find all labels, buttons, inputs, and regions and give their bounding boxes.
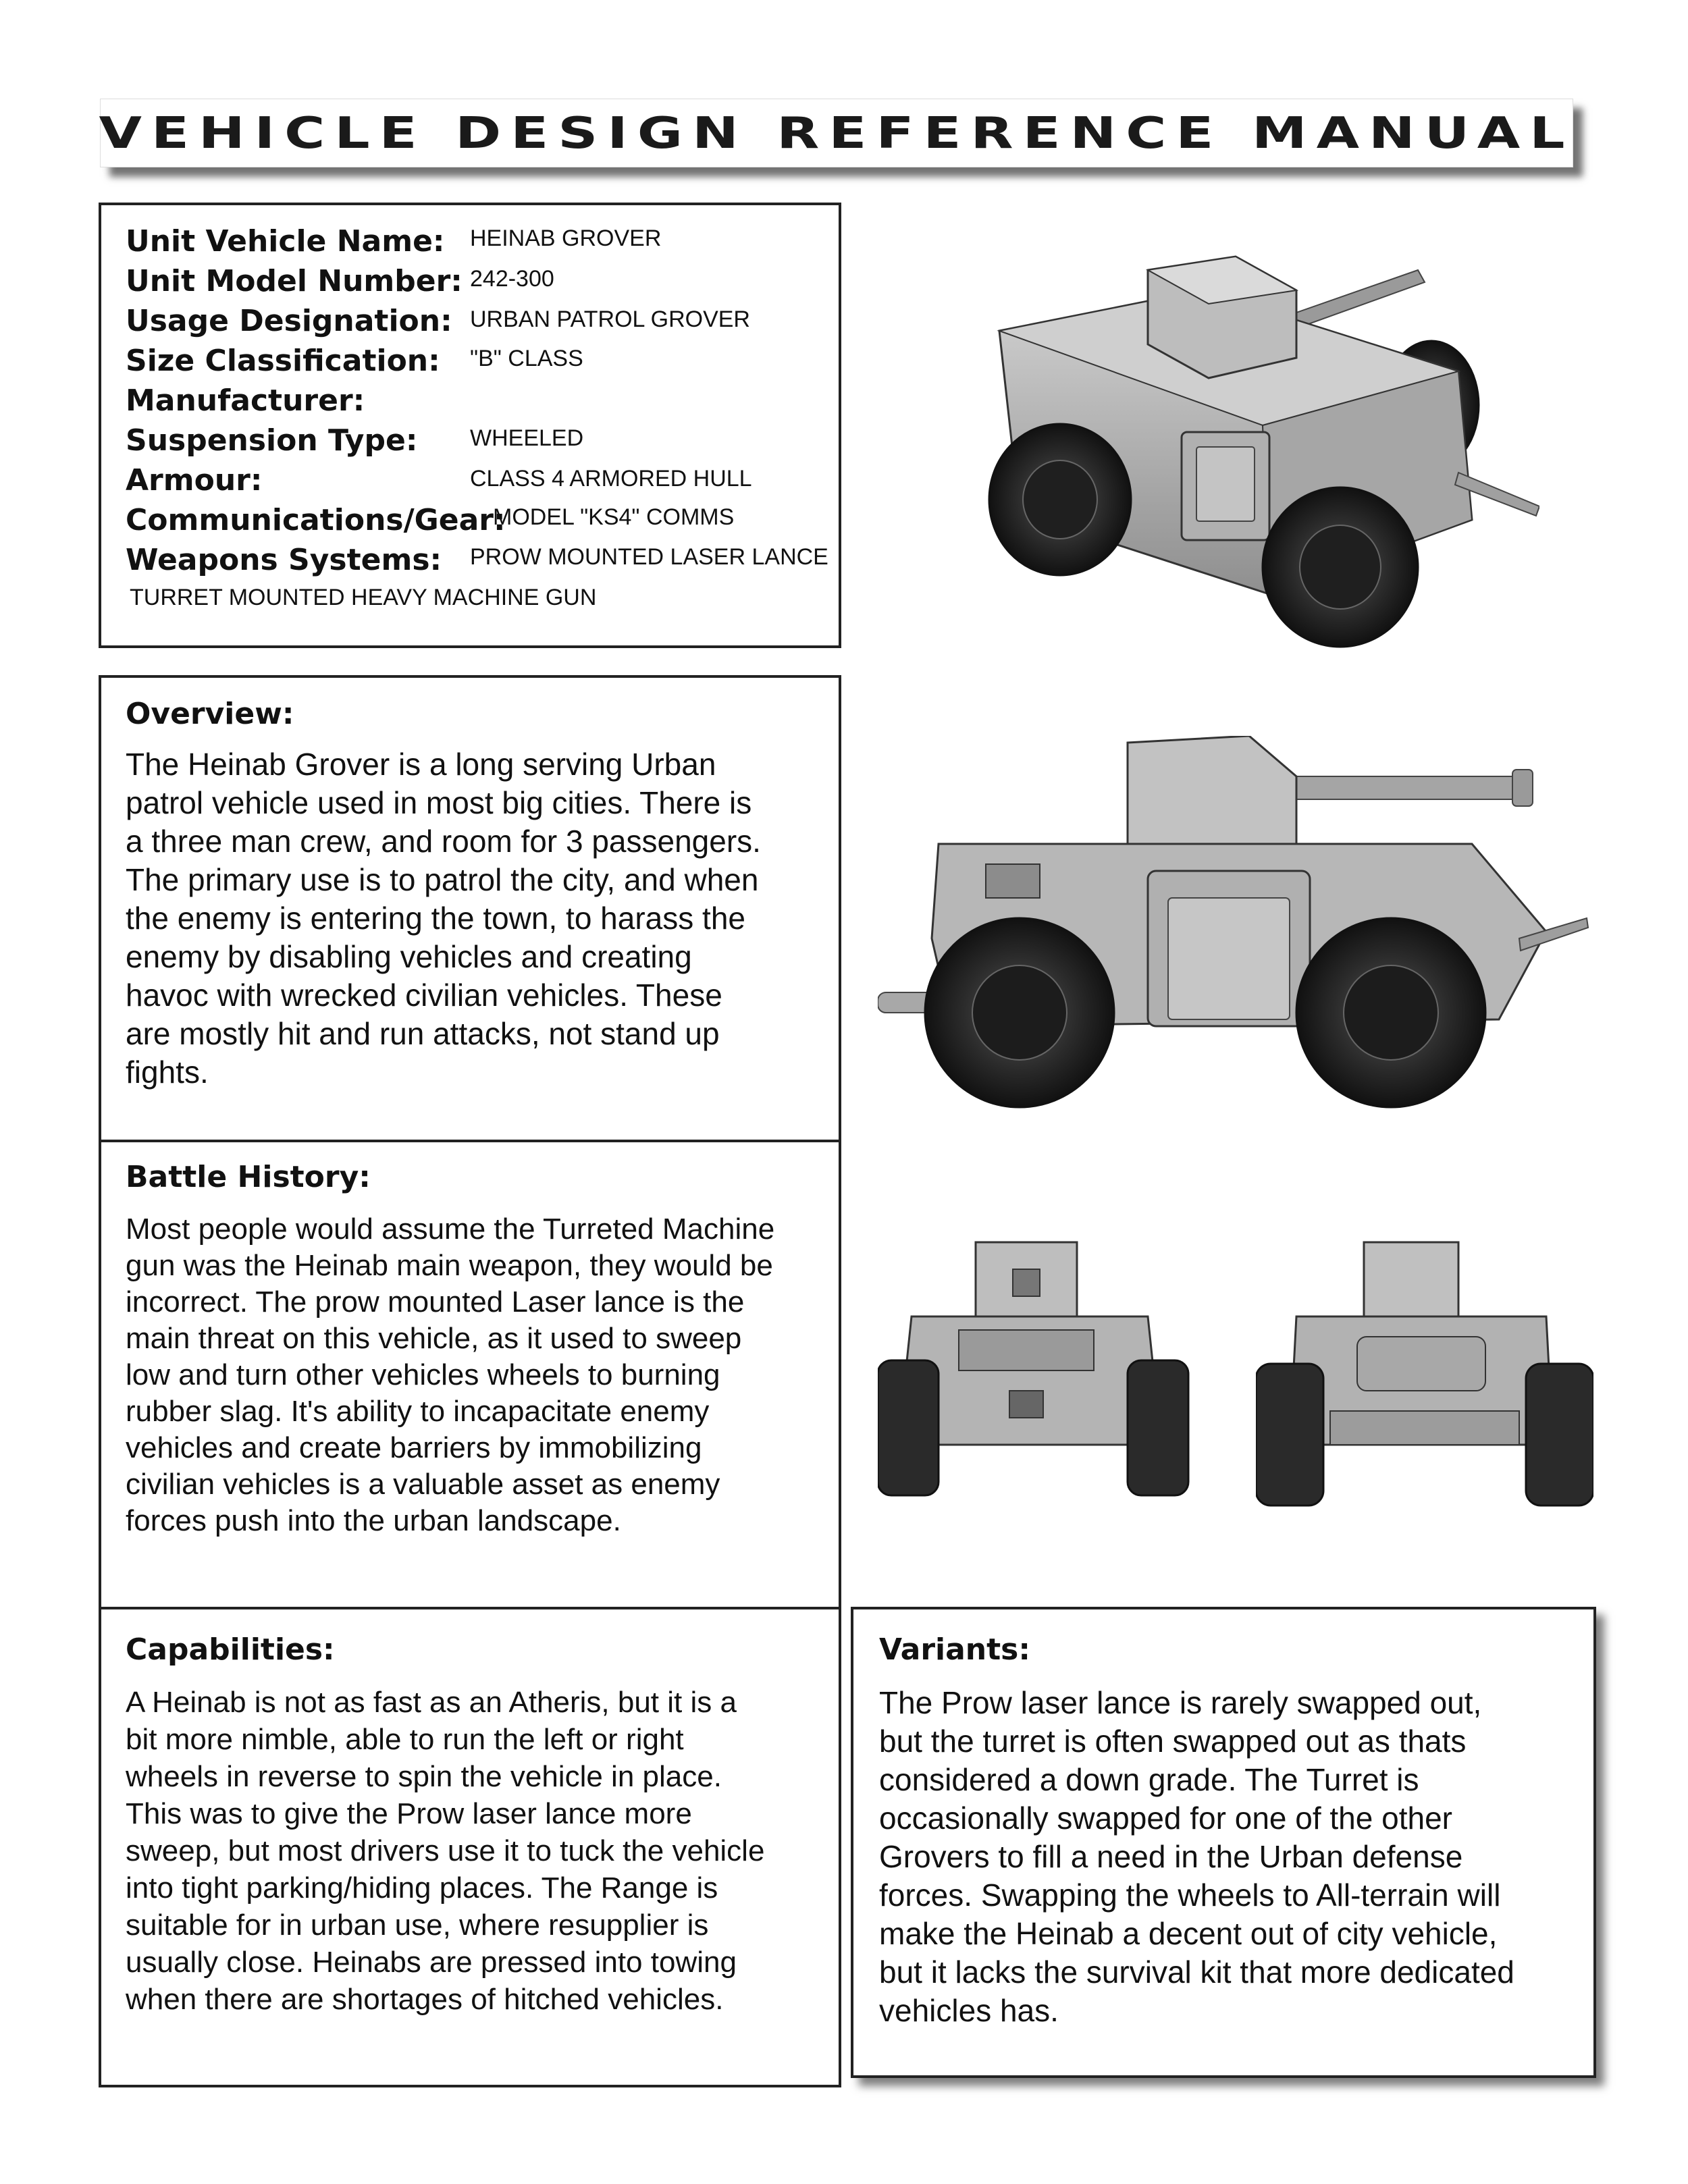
spec-value: HEINAB GROVER bbox=[470, 225, 662, 251]
spec-value: PROW MOUNTED LASER LANCE bbox=[470, 544, 828, 570]
spec-label: Weapons Systems: bbox=[126, 543, 442, 577]
spec-manufacturer bbox=[126, 383, 365, 423]
text-line: gun was the Heinab main weapon, they would be bbox=[126, 1249, 773, 1282]
text-line: havoc with wrecked civilian vehicles. These bbox=[126, 978, 722, 1013]
text-line: are mostly hit and run attacks, not stand up bbox=[126, 1016, 720, 1051]
spec-value: MODEL "KS4" COMMS bbox=[493, 504, 735, 530]
spec-label: Size Classification: bbox=[126, 344, 440, 378]
text-line: This was to give the Prow laser lance more bbox=[126, 1797, 692, 1830]
text-line: into tight parking/hiding places. The Range is bbox=[126, 1871, 718, 1905]
battle-history-text bbox=[126, 1211, 774, 1539]
spec-label: Usage Designation: bbox=[126, 304, 452, 338]
page-title: VEHICLE DESIGN REFERENCE MANUAL bbox=[99, 107, 1575, 159]
spec-vehicle-name bbox=[126, 224, 445, 263]
variants-section bbox=[851, 1607, 1596, 2078]
text-line: the enemy is entering the town, to harass the bbox=[126, 901, 745, 936]
spec-label: Communications/Gear: bbox=[126, 503, 506, 537]
vehicle-render-front bbox=[878, 1229, 1202, 1499]
text-line: forces. Swapping the wheels to All-terrain will bbox=[879, 1877, 1501, 1913]
text-line: Most people would assume the Turreted Machine bbox=[126, 1213, 775, 1246]
text-line: usually close. Heinabs are pressed into towing bbox=[126, 1946, 737, 1979]
section-heading: Capabilities: bbox=[126, 1632, 335, 1667]
spec-value: 242-300 bbox=[470, 266, 554, 292]
text-line: main threat on this vehicle, as it used to sweep bbox=[126, 1322, 742, 1355]
spec-label: Unit Vehicle Name: bbox=[126, 224, 445, 259]
battle-history-section bbox=[99, 1140, 841, 1609]
text-line: considered a down grade. The Turret is bbox=[879, 1762, 1419, 1797]
text-line: wheels in reverse to spin the vehicle in place. bbox=[126, 1760, 722, 1793]
text-line: a three man crew, and room for 3 passengers. bbox=[126, 824, 761, 859]
capabilities-text bbox=[126, 1684, 764, 2018]
spec-size bbox=[126, 344, 440, 383]
text-line: civilian vehicles is a valuable asset as enemy bbox=[126, 1468, 720, 1501]
text-line: suitable for in urban use, where resupplier is bbox=[126, 1909, 709, 1942]
text-line: but the turret is often swapped out as thats bbox=[879, 1724, 1467, 1759]
text-line: make the Heinab a decent out of city vehicle, bbox=[879, 1916, 1498, 1951]
spec-value-secondary: TURRET MOUNTED HEAVY MACHINE GUN bbox=[130, 585, 597, 610]
spec-model-number bbox=[126, 264, 463, 303]
spec-suspension bbox=[126, 423, 417, 462]
spec-usage bbox=[126, 304, 452, 343]
text-line: but it lacks the survival kit that more dedicated bbox=[879, 1954, 1514, 1990]
text-line: when there are shortages of hitched vehicles. bbox=[126, 1983, 724, 2016]
text-line: vehicles has. bbox=[879, 1993, 1059, 2028]
text-line: vehicles and create barriers by immobilizing bbox=[126, 1431, 702, 1464]
text-line: occasionally swapped for one of the other bbox=[879, 1801, 1452, 1836]
section-heading: Variants: bbox=[879, 1632, 1030, 1667]
spec-label: Suspension Type: bbox=[126, 423, 418, 458]
spec-value: WHEELED bbox=[470, 425, 584, 451]
text-line: sweep, but most drivers use it to tuck the vehicle bbox=[126, 1834, 765, 1867]
text-line: Grovers to fill a need in the Urban defense bbox=[879, 1839, 1463, 1874]
spec-label: Unit Model Number: bbox=[126, 264, 463, 298]
spec-weapons bbox=[126, 543, 442, 582]
text-line: The primary use is to patrol the city, and when bbox=[126, 862, 759, 897]
text-line: forces push into the urban landscape. bbox=[126, 1504, 621, 1537]
text-line: The Prow laser lance is rarely swapped out, bbox=[879, 1685, 1482, 1720]
vehicle-render-side bbox=[878, 736, 1593, 1114]
spec-value: "B" CLASS bbox=[470, 346, 583, 371]
title-banner bbox=[100, 99, 1573, 167]
vehicle-render-rear bbox=[1256, 1229, 1593, 1512]
spec-label: Armour: bbox=[126, 463, 263, 498]
spec-label: Manufacturer: bbox=[126, 383, 365, 418]
text-line: enemy by disabling vehicles and creating bbox=[126, 939, 692, 974]
text-line: A Heinab is not as fast as an Atheris, but it is a bbox=[126, 1686, 737, 1719]
spec-value: CLASS 4 ARMORED HULL bbox=[470, 466, 752, 491]
overview-section bbox=[99, 675, 841, 1142]
text-line: rubber slag. It's ability to incapacitate enemy bbox=[126, 1395, 710, 1428]
spec-armour bbox=[126, 463, 262, 502]
spec-value: URBAN PATROL GROVER bbox=[470, 307, 750, 332]
section-heading: Overview: bbox=[126, 697, 294, 731]
capabilities-section bbox=[99, 1607, 841, 2087]
text-line: patrol vehicle used in most big cities. There is bbox=[126, 785, 752, 820]
variants-text bbox=[879, 1684, 1514, 2030]
text-line: low and turn other vehicles wheels to burning bbox=[126, 1358, 720, 1391]
spec-sheet bbox=[99, 203, 841, 648]
overview-text bbox=[126, 745, 761, 1092]
text-line: fights. bbox=[126, 1055, 209, 1090]
vehicle-render-isometric bbox=[945, 230, 1539, 662]
text-line: bit more nimble, able to run the left or right bbox=[126, 1723, 684, 1756]
spec-comms bbox=[126, 503, 506, 542]
section-heading: Battle History: bbox=[126, 1160, 371, 1194]
text-line: The Heinab Grover is a long serving Urban bbox=[126, 747, 716, 782]
text-line: incorrect. The prow mounted Laser lance is the bbox=[126, 1285, 745, 1319]
